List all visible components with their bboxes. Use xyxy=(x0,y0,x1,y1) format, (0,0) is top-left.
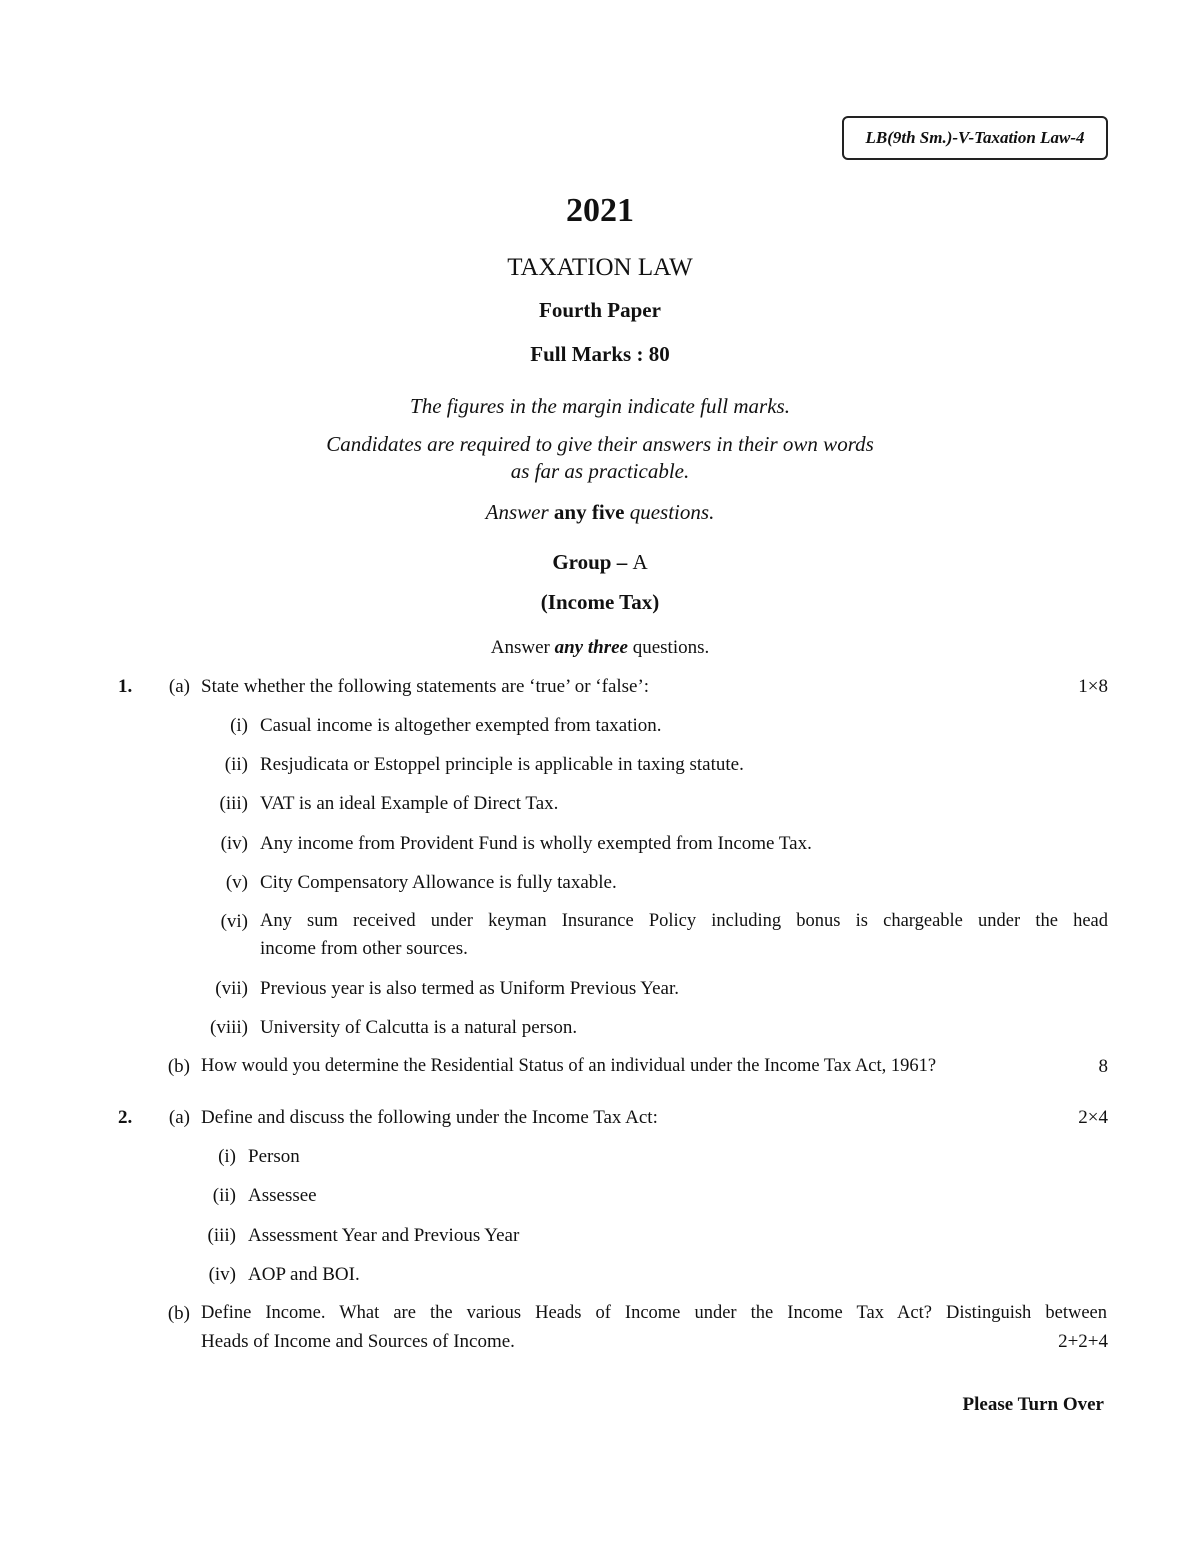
q1-item-text: Any sum received under keyman Insurance Policy including bonus is chargeable under the head xyxy=(260,911,1108,931)
group-letter: A xyxy=(632,550,648,574)
q1-item-label: (vii) xyxy=(215,978,248,999)
q1-item-label: (iv) xyxy=(220,833,248,854)
group-instruction-bold: any three xyxy=(554,637,628,658)
q1-item-label: (vi) xyxy=(220,911,248,932)
question-2a-label: (a) xyxy=(168,1107,190,1128)
question-1a-text: State whether the following statements are ‘true’ or ‘false’: xyxy=(201,676,650,697)
instruction-margin: The figures in the margin indicate full marks. xyxy=(410,394,790,418)
q1-item-text: Previous year is also termed as Uniform Previous Year. xyxy=(260,978,679,999)
question-1a-marks: 1×8 xyxy=(1078,676,1108,697)
question-2-number: 2. xyxy=(118,1107,133,1128)
question-1b-text: How would you determine the Residential Status of an individual under the Income Tax Act, 1961? xyxy=(201,1056,937,1076)
question-1-number: 1. xyxy=(118,676,133,697)
question-1a-label: (a) xyxy=(168,676,190,697)
instruction-answer-five xyxy=(0,500,1200,525)
group-instruction xyxy=(0,637,1200,659)
q1-item-label: (viii) xyxy=(210,1017,248,1038)
question-2b-label: (b) xyxy=(167,1303,190,1324)
question-1b-label: (b) xyxy=(167,1056,190,1077)
subject-title: TAXATION LAW xyxy=(507,254,693,281)
q1-item-text: City Compensatory Allowance is fully taxable. xyxy=(260,872,617,893)
question-2b-text-continued: Heads of Income and Sources of Income. xyxy=(201,1331,515,1352)
q1-item-text: Resjudicata or Estoppel principle is applicable in taxing statute. xyxy=(260,754,744,775)
q2-item-label: (i) xyxy=(218,1146,236,1167)
instruction-practicable: as far as practicable. xyxy=(510,459,690,483)
q2-item-label: (iii) xyxy=(207,1225,236,1246)
question-2a-marks: 2×4 xyxy=(1078,1107,1108,1128)
group-instruction-post: questions. xyxy=(627,637,710,658)
question-2a-text: Define and discuss the following under the Income Tax Act: xyxy=(201,1107,658,1128)
q1-item-label: (i) xyxy=(230,715,248,736)
group-instruction-pre: Answer xyxy=(490,637,555,658)
q1-item-label: (iii) xyxy=(219,793,248,814)
q1-item-text: Casual income is altogether exempted from taxation. xyxy=(260,715,662,736)
group-subtitle: (Income Tax) xyxy=(540,590,660,614)
exam-year: 2021 xyxy=(566,192,634,229)
q2-item-text: Assessment Year and Previous Year xyxy=(248,1225,520,1246)
question-1b-marks: 8 xyxy=(1098,1056,1108,1077)
q2-item-label: (ii) xyxy=(212,1185,236,1206)
question-2b-text: Define Income. What are the various Heads of Income under the Income Tax Act? Distinguish between xyxy=(201,1303,1107,1323)
please-turn-over: Please Turn Over xyxy=(962,1394,1104,1415)
group-title-text: Group – xyxy=(552,550,633,574)
paper-name: Fourth Paper xyxy=(539,298,661,322)
q1-item-text: University of Calcutta is a natural person. xyxy=(260,1017,578,1038)
q2-item-text: Assessee xyxy=(248,1185,317,1206)
paper-code: LB(9th Sm.)-V-Taxation Law-4 xyxy=(865,128,1085,147)
question-2b-marks: 2+2+4 xyxy=(1058,1331,1108,1352)
paper-code-box xyxy=(842,116,1108,160)
group-title xyxy=(0,550,1200,575)
q1-item-label: (v) xyxy=(225,872,248,893)
q1-item-text: VAT is an ideal Example of Direct Tax. xyxy=(260,793,559,814)
q2-item-text: Person xyxy=(248,1146,300,1167)
q2-item-text: AOP and BOI. xyxy=(248,1264,360,1285)
q1-item-text: Any income from Provident Fund is wholly exempted from Income Tax. xyxy=(260,833,812,854)
q1-item-text-continued: income from other sources. xyxy=(260,938,468,959)
instruction-own-words: Candidates are required to give their answers in their own words xyxy=(326,432,874,456)
full-marks: Full Marks : 80 xyxy=(530,342,670,366)
instruction-answer-pre: Answer xyxy=(485,500,554,524)
instruction-answer-bold: any five xyxy=(553,500,625,524)
instruction-answer-post: questions. xyxy=(624,500,715,524)
q1-item-label: (ii) xyxy=(224,754,248,775)
q2-item-label: (iv) xyxy=(208,1264,236,1285)
